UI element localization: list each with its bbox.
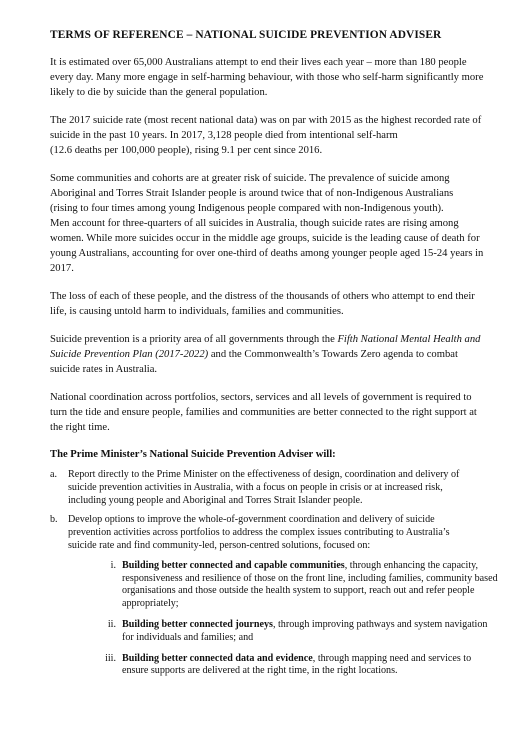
text-line: young Australians, accounting for over one-third of deaths among younger people aged 15-24 years in (50, 248, 484, 259)
text-line: responsiveness and resilience of those on the front line, including families, community based (122, 572, 498, 584)
text-line: organisations and those outside the health system to support, reach out and refer people (122, 585, 475, 597)
text-line: suicide rate and find community-led, person-centred solutions, focused on: (68, 539, 371, 551)
sub-item-bold-heading: Building better connected journeys (122, 618, 273, 630)
text-line: women. While more suicides occur in the middle age groups, suicide is the leading cause of death for (50, 233, 480, 244)
text-line: Men account for three-quarters of all suicides in Australia, though suicide rates are rising among (50, 218, 459, 229)
text-line: Report directly to the Prime Minister on the effectiveness of design, coordination and delivery of (68, 469, 460, 480)
plan-title-italic: Suicide Prevention Plan (2017-2022) (50, 349, 209, 360)
text-line: likely to die by suicide than the general population. (50, 87, 268, 98)
text-line: (12.6 deaths per 100,000 people), rising 9.1 per cent since 2016. (50, 145, 323, 156)
text-line: prevention activities across portfolios to address the complex issues contributing to Australia’s (68, 527, 450, 539)
text-run: , through mapping need and services to (312, 652, 472, 664)
plan-title-italic: Fifth National Mental Health and (337, 334, 481, 345)
text-run: and the Commonwealth’s Towards Zero agenda to combat (208, 349, 458, 360)
text-run: , through enhancing the capacity, (344, 559, 479, 571)
text-line (50, 332, 507, 347)
list-marker: ii. (107, 618, 116, 630)
text-line: turn the tide and ensure people, families and communities are better connected to the right support at (50, 407, 477, 418)
text-line: including young people and Aboriginal and Torres Strait Islander people. (68, 494, 363, 506)
sub-item-i (94, 560, 507, 611)
list-item-a (50, 469, 507, 507)
text-line: for individuals and families; and (122, 631, 254, 643)
text-line (122, 653, 507, 666)
text-line: The 2017 suicide rate (most recent national data) was on par with 2015 as the highest recorded rate of (50, 115, 482, 126)
text-line (50, 347, 507, 362)
text-line: every day. Many more engage in self-harming behaviour, with those who self-harm significantly more (50, 72, 484, 83)
paragraph-attempts (50, 55, 507, 100)
text-line: Develop options to improve the whole-of-government coordination and delivery of suicide (68, 514, 435, 526)
text-line: It is estimated over 65,000 Australians attempt to end their lives each year – more than 180 people (50, 57, 467, 68)
text-line: ensure supports are delivered at the right time, in the right locations. (122, 665, 398, 677)
paragraph-loss (50, 289, 507, 319)
sub-item-bold-heading: Building better connected and capable communities (122, 559, 345, 571)
text-line: Aboriginal and Torres Strait Islander people is around twice that of non-Indigenous Australians (50, 188, 454, 199)
text-line: life, is causing untold harm to individuals, families and communities. (50, 306, 344, 317)
text-line: suicide rates in Australia. (50, 364, 158, 375)
text-line: The loss of each of these people, and the distress of the thousands of others who attempt to end their (50, 291, 475, 302)
text-line: (rising to four times among young Indigenous people compared with non-Indigenous youth). (50, 203, 444, 214)
text-line (122, 560, 507, 573)
text-line: Some communities and cohorts are at greater risk of suicide. The prevalence of suicide among (50, 173, 450, 184)
list-marker: iii. (105, 652, 116, 664)
list-marker: b. (50, 514, 58, 526)
text-run: , through improving pathways and system navigation (272, 618, 488, 630)
document-title: TERMS OF REFERENCE – NATIONAL SUICIDE PREVENTION ADVISER (50, 29, 442, 41)
paragraph-coordination (50, 390, 507, 435)
text-line: 2017. (50, 263, 74, 274)
paragraph-priority-area (50, 332, 507, 377)
sub-item-iii (94, 653, 507, 679)
list-item-b (50, 514, 507, 552)
text-line: the right time. (50, 422, 110, 433)
sub-item-ii (94, 619, 507, 645)
paragraph-suicide-rate (50, 113, 507, 158)
adviser-duties-heading: The Prime Minister’s National Suicide Prevention Adviser will: (50, 449, 336, 460)
text-run: Suicide prevention is a priority area of all governments through the (50, 334, 338, 345)
text-line: suicide prevention activities in Australia, with a focus on people in crisis or at increased risk, (68, 481, 443, 493)
text-line: appropriately; (122, 598, 179, 610)
text-line: National coordination across portfolios, sectors, services and all levels of government is required to (50, 392, 472, 403)
sub-item-bold-heading: Building better connected data and evidence (122, 652, 313, 664)
list-marker: a. (50, 469, 58, 480)
paragraph-at-risk-communities (50, 171, 507, 276)
text-line (122, 619, 507, 632)
list-marker: i. (110, 559, 116, 571)
text-line: suicide in the past 10 years. In 2017, 3,128 people died from intentional self-harm (50, 130, 398, 141)
